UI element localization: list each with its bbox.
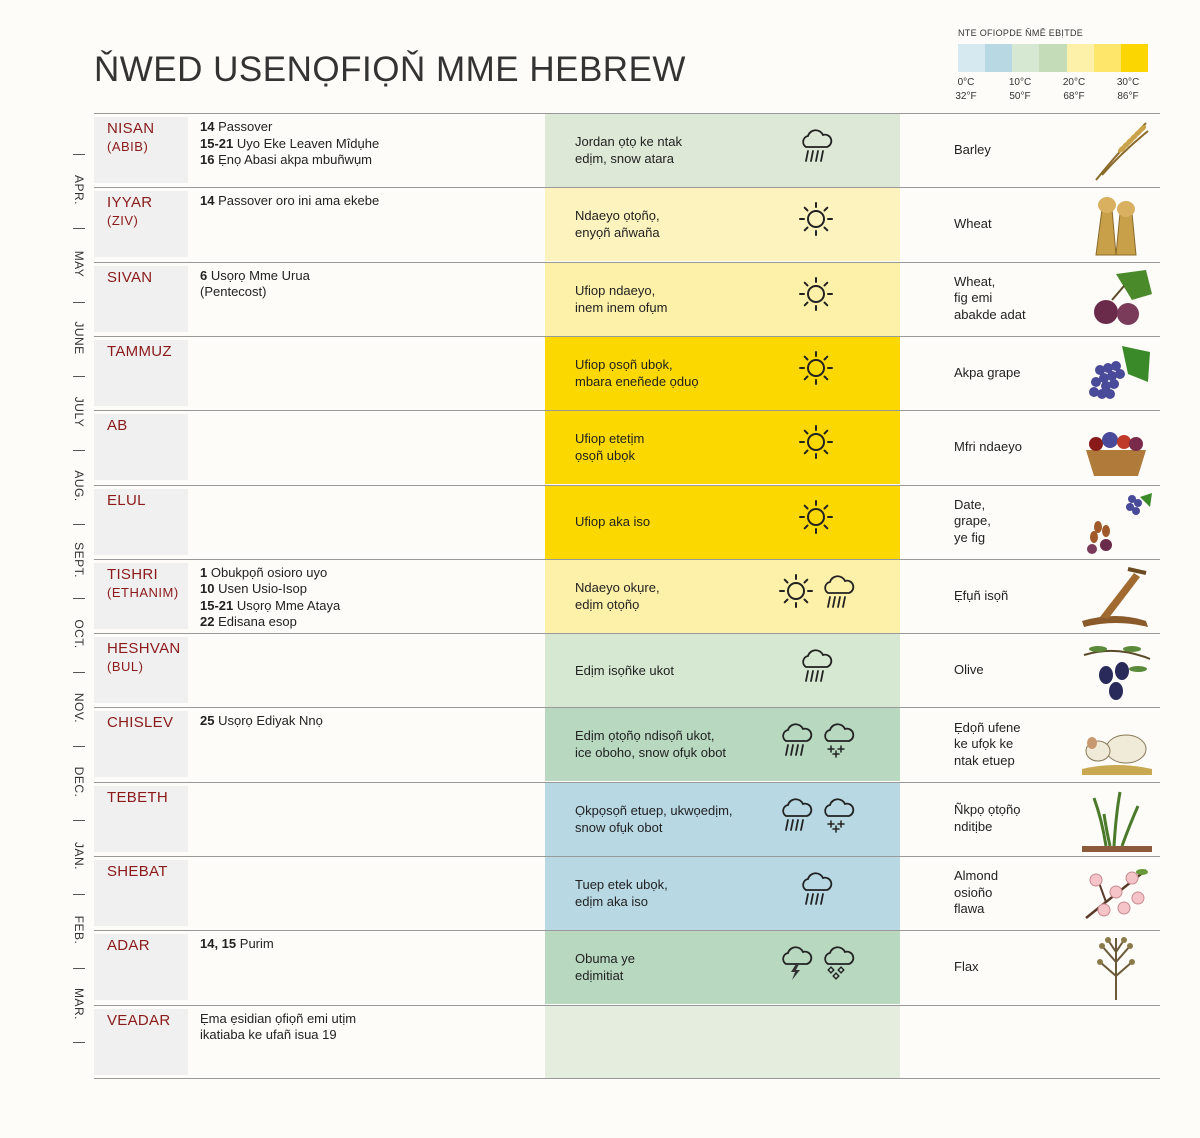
gregorian-month-label: MAR.	[72, 988, 86, 1020]
festival-name: Purim	[236, 936, 274, 952]
gregorian-month-label: MAY	[72, 250, 86, 278]
legend-temp-celsius: 10°C	[1008, 77, 1032, 88]
weather-line: ice oboho, snow ofụk obot	[575, 745, 727, 761]
crop-description	[954, 274, 1026, 324]
gregorian-month	[64, 160, 94, 220]
crop-line: Wheat,	[954, 273, 996, 289]
sheep-icon	[1076, 709, 1156, 779]
weather-icons	[798, 647, 834, 690]
weather-cell	[545, 1006, 900, 1079]
month-row	[94, 410, 1160, 484]
barley-icon	[1076, 115, 1156, 185]
festival-item	[200, 581, 340, 598]
rain-icon	[798, 127, 834, 170]
festival-item	[200, 193, 379, 210]
festival-name: Obukpọñ osioro uyo	[207, 564, 328, 580]
festival-name: Usen Usio-Isop	[214, 581, 307, 597]
weather-line: Edịm ọtọñọ ndisọñ ukot,	[575, 728, 715, 744]
crop-line: Almond	[954, 868, 999, 884]
festival-item	[200, 614, 340, 631]
hebrew-month-name: TEBETH	[107, 788, 168, 806]
weather-description	[575, 282, 667, 316]
weather-line: inem inem ofụm	[575, 299, 668, 315]
rain-icon	[778, 796, 814, 839]
weather-line: Ufiop aka iso	[575, 514, 651, 529]
weather-description	[575, 662, 674, 679]
weather-line: edịm, snow atara	[575, 151, 674, 166]
festival-item	[200, 284, 310, 301]
sun-icon	[798, 276, 834, 319]
month-divider	[73, 598, 85, 599]
snow-icon	[820, 721, 856, 764]
gregorian-month-label: DEC.	[72, 766, 86, 798]
month-divider	[73, 154, 85, 155]
weather-description	[575, 802, 733, 836]
month-divider	[73, 450, 85, 451]
legend-swatch	[1067, 44, 1094, 72]
olive-icon	[1076, 635, 1156, 705]
weather-line: Ọkpọsọñ etuep, ukwọedịm,	[575, 802, 733, 818]
festival-item	[200, 936, 274, 953]
month-row	[94, 559, 1160, 633]
crop-description	[954, 216, 992, 233]
sprout-icon	[1076, 784, 1156, 854]
month-divider	[73, 1042, 85, 1043]
weather-description	[575, 513, 650, 530]
month-row	[94, 856, 1160, 930]
weather-line: snow ofụk obot	[575, 819, 663, 835]
festival-list	[200, 1011, 356, 1044]
crop-description	[954, 439, 1022, 456]
weather-description	[575, 579, 660, 613]
gregorian-month-label: JUNE	[72, 321, 86, 355]
fruit-basket-icon	[1076, 412, 1156, 482]
hebrew-month-name: IYYAR	[107, 194, 153, 212]
crop-description	[954, 497, 991, 547]
month-row	[94, 336, 1160, 410]
festival-item	[200, 713, 323, 730]
wheat-icon	[1076, 189, 1156, 259]
month-row	[94, 633, 1160, 707]
month-divider	[73, 302, 85, 303]
fig-icon	[1076, 264, 1156, 334]
month-divider	[73, 746, 85, 747]
storm-icon	[778, 944, 814, 987]
month-divider	[73, 376, 85, 377]
sun-icon	[798, 201, 834, 244]
legend-title: NTE OFIOPDE ŇMÊ EBỊTDE	[958, 28, 1084, 38]
weather-icons	[778, 796, 856, 839]
gregorian-month	[64, 382, 94, 442]
festival-item	[200, 1011, 356, 1028]
month-divider	[73, 672, 85, 673]
weather-icons	[798, 201, 834, 244]
crop-description	[954, 662, 984, 679]
festival-list	[200, 193, 379, 210]
weather-icons	[798, 350, 834, 393]
month-row	[94, 782, 1160, 856]
month-divider	[73, 968, 85, 969]
festival-item	[200, 1027, 356, 1044]
crop-line: Ñkpọ ọtọñọ	[954, 802, 1021, 818]
crop-line: grape,	[954, 513, 991, 529]
legend-temp-celsius: 20°C	[1062, 77, 1086, 88]
crop-line: fig emi	[954, 290, 993, 306]
crop-line: Barley	[954, 141, 991, 157]
legend-temp-celsius: 0°C	[957, 77, 975, 88]
gregorian-month-label: FEB.	[72, 915, 86, 945]
festival-day: 6	[200, 267, 208, 283]
festival-name: Passover oro ini ama ekebe	[214, 193, 380, 209]
festival-day: 15-21	[200, 597, 234, 613]
crop-line: abakde adat	[954, 306, 1026, 322]
sun-icon	[778, 573, 814, 616]
weather-line: Ufiop ndaeyo,	[575, 282, 656, 298]
gregorian-month	[64, 234, 94, 294]
legend-temp-fahrenheit: 32°F	[955, 91, 977, 102]
temperature-ticks	[955, 72, 1148, 102]
weather-description	[575, 430, 644, 464]
gregorian-month-label: NOV.	[72, 692, 86, 724]
gregorian-month-label: APR.	[72, 174, 86, 206]
festival-name: Passover	[214, 119, 273, 134]
rain-icon	[820, 573, 856, 616]
month-divider	[73, 894, 85, 895]
weather-description	[575, 876, 668, 910]
month-row	[94, 1005, 1160, 1079]
crop-description	[954, 959, 979, 976]
legend-temp-fahrenheit: 68°F	[1063, 91, 1085, 102]
hebrew-month-name: AB	[107, 417, 128, 435]
almond-blossom-icon	[1076, 858, 1156, 928]
festival-day: 1	[200, 564, 208, 580]
weather-description	[575, 356, 699, 390]
crop-line: Ẹdọñ ufene	[954, 719, 1021, 735]
weather-line: Ndaeyo ọtọñọ,	[575, 208, 660, 224]
month-divider	[73, 820, 85, 821]
weather-description	[575, 727, 726, 761]
weather-icons	[778, 944, 856, 987]
legend-swatch	[958, 44, 985, 72]
festival-item	[200, 136, 379, 153]
festival-name: Ẹma ẹsidian ọfiọñ emi utịm	[200, 1010, 357, 1026]
hebrew-month-name: ADAR	[107, 937, 150, 955]
month-divider	[73, 524, 85, 525]
rain-icon	[778, 721, 814, 764]
festival-list	[200, 268, 310, 301]
crop-line: Ẹfụñ isọñ	[954, 587, 1009, 603]
weather-icons	[798, 870, 834, 913]
gregorian-month-label: SEPT.	[72, 542, 86, 578]
crop-description	[954, 365, 1021, 382]
weather-line: ọsọñ ubọk	[575, 448, 635, 464]
rain-icon	[798, 870, 834, 913]
festival-list	[200, 936, 274, 953]
hebrew-month-name: TISHRI	[107, 565, 158, 583]
weather-icons	[798, 499, 834, 542]
weather-icons	[798, 424, 834, 467]
gregorian-month	[64, 456, 94, 516]
month-row	[94, 930, 1160, 1004]
hebrew-month-name: ELUL	[107, 491, 146, 509]
festival-item	[200, 565, 340, 582]
legend-temp-fahrenheit: 50°F	[1009, 91, 1031, 102]
temperature-legend	[955, 28, 1148, 102]
weather-line: Ufiop ọsọñ ubọk,	[575, 356, 673, 372]
crop-line: Flax	[954, 959, 979, 975]
weather-icons	[778, 573, 856, 616]
festival-day: 16	[200, 152, 215, 167]
date-grape-fig-icon	[1076, 487, 1156, 557]
hebrew-month-name: CHISLEV	[107, 714, 174, 732]
crop-line: nditịbe	[954, 818, 993, 834]
festival-day: 14, 15	[200, 936, 237, 952]
page-title: ŇWED USENỌFIỌŇ MME HEBREW	[94, 50, 686, 89]
legend-temp-fahrenheit: 86°F	[1117, 91, 1139, 102]
festival-day: 15-21	[200, 135, 234, 151]
festival-day: 14	[200, 193, 215, 209]
crop-description	[954, 868, 998, 918]
weather-line: Jordan ọtọ ke ntak	[575, 134, 682, 149]
festival-day: 25	[200, 713, 215, 729]
festival-day: 14	[200, 119, 215, 134]
weather-line: Ufiop etetịm	[575, 431, 645, 447]
legend-swatch	[1121, 44, 1148, 72]
gregorian-month-label: OCT.	[72, 619, 86, 649]
festival-list	[200, 713, 323, 730]
hebrew-month-name: NISAN	[107, 120, 155, 137]
festival-list	[200, 119, 379, 169]
temperature-color-scale	[958, 44, 1148, 72]
festival-item	[200, 268, 310, 285]
weather-icons	[798, 276, 834, 319]
crop-line: Olive	[954, 661, 984, 677]
gregorian-month	[64, 604, 94, 664]
sun-icon	[798, 499, 834, 542]
weather-line: Edịm isọñke ukot	[575, 662, 674, 678]
sun-icon	[798, 424, 834, 467]
hebrew-month-alt-name: (ETHANIM)	[107, 584, 179, 600]
crop-line: flawa	[954, 901, 985, 917]
festival-day: 10	[200, 581, 215, 597]
legend-swatch	[1039, 44, 1066, 72]
crop-line: Wheat	[954, 216, 992, 232]
crop-line: ye fig	[954, 529, 986, 545]
legend-temp-tick	[1108, 76, 1148, 104]
crop-line: Mfri ndaeyo	[954, 438, 1022, 454]
hebrew-month-alt-name: (ABIB)	[107, 139, 149, 154]
festival-name: Uyo Eke Leaven Mîdụhe	[233, 135, 380, 151]
hebrew-month-alt-name: (ZIV)	[107, 213, 139, 229]
festival-list	[200, 565, 340, 631]
legend-swatch	[1012, 44, 1039, 72]
crop-description	[954, 720, 1021, 770]
gregorian-month-label: JAN.	[72, 841, 86, 871]
weather-icons	[778, 721, 856, 764]
festival-name: Usọrọ Mme Ataya	[233, 597, 341, 613]
legend-swatch	[985, 44, 1012, 72]
festival-name: Usọrọ Ediyak Nnọ	[214, 713, 323, 729]
weather-line: edịm aka iso	[575, 894, 648, 909]
festival-name: Edisana esop	[214, 614, 297, 630]
legend-temp-tick	[946, 76, 986, 104]
gregorian-month-axis	[64, 130, 94, 1060]
snow-icon	[820, 796, 856, 839]
crop-description	[954, 802, 1021, 835]
gregorian-month	[64, 974, 94, 1034]
month-row	[94, 707, 1160, 781]
crop-description	[954, 588, 1008, 605]
festival-item	[200, 152, 379, 169]
table-bottom-rule	[94, 1078, 1160, 1079]
rain-icon	[798, 647, 834, 690]
month-row	[94, 262, 1160, 336]
hebrew-month-name: SIVAN	[107, 268, 153, 286]
gregorian-month	[64, 752, 94, 812]
legend-temp-tick	[1054, 76, 1094, 104]
festival-day: 22	[200, 614, 215, 630]
weather-description	[575, 950, 635, 984]
festival-name: Usọrọ Mme Urua	[207, 267, 310, 283]
festival-item	[200, 119, 379, 136]
weather-icons	[798, 127, 834, 170]
gregorian-month	[64, 826, 94, 886]
weather-line: mbara eneñede ọduọ	[575, 373, 699, 389]
gregorian-month	[64, 308, 94, 368]
festival-name: Ẹnọ Abasi akpa mbuñwụm	[214, 152, 373, 167]
month-row	[94, 485, 1160, 559]
hebrew-month-name: SHEBAT	[107, 863, 168, 880]
crop-line: ntak etuep	[954, 752, 1015, 768]
crop-line: Date,	[954, 496, 986, 512]
month-row	[94, 187, 1160, 261]
flax-icon	[1076, 932, 1156, 1002]
month-row	[94, 113, 1160, 187]
weather-line: edịmitiat	[575, 968, 624, 984]
hebrew-month-name: VEADAR	[107, 1011, 171, 1029]
plow-icon	[1076, 561, 1156, 631]
gregorian-month	[64, 900, 94, 960]
hebrew-month-alt-name: (BUL)	[107, 659, 144, 675]
weather-description	[575, 207, 660, 241]
festival-item	[200, 598, 340, 615]
month-divider	[73, 228, 85, 229]
festival-name: (Pentecost)	[200, 284, 267, 300]
weather-description	[575, 133, 682, 167]
weather-line: Ndaeyo okụre,	[575, 579, 660, 595]
sun-icon	[798, 350, 834, 393]
crop-line: ke ufọk ke	[954, 736, 1014, 752]
legend-temp-celsius: 30°C	[1116, 77, 1140, 88]
crop-line: Akpa grape	[954, 364, 1021, 380]
weather-line: enyọñ añwaña	[575, 225, 660, 241]
crop-line: osioño	[954, 884, 993, 900]
grape-icon	[1076, 338, 1156, 408]
weather-line: Tuep etek ubọk,	[575, 877, 668, 892]
hebrew-month-name: HESHVAN	[107, 640, 181, 658]
gregorian-month-label: JULY	[72, 396, 86, 428]
gregorian-month	[64, 678, 94, 738]
weather-line: edịm ọtọñọ	[575, 596, 640, 612]
weather-line: Obuma ye	[575, 951, 635, 967]
festival-name: ikatiaba ke ufañ isua 19	[200, 1027, 337, 1043]
gregorian-month	[64, 530, 94, 590]
hail-icon	[820, 944, 856, 987]
hebrew-month-name: TAMMUZ	[107, 342, 172, 360]
legend-temp-tick	[1000, 76, 1040, 104]
legend-swatch	[1094, 44, 1121, 72]
gregorian-month-label: AUG.	[72, 470, 86, 502]
crop-description	[954, 142, 991, 159]
